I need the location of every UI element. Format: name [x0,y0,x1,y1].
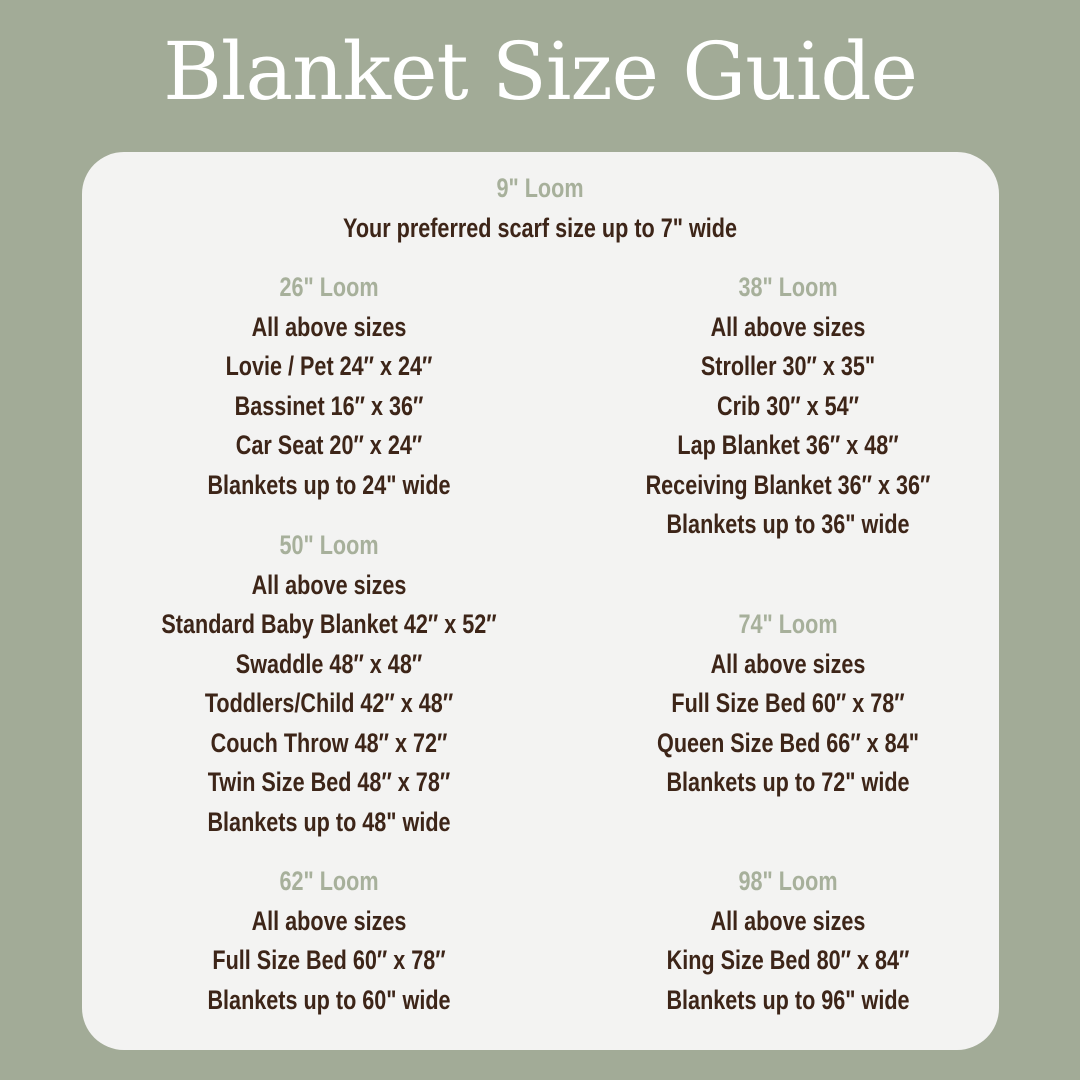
section-heading: 38" Loom [738,272,838,302]
section-heading: 26" Loom [279,272,379,302]
size-line: Full Size Bed 60″ x 78″ [671,688,905,718]
size-line: Receiving Blanket 36″ x 36″ [645,469,931,500]
size-line: All above sizes [710,648,866,679]
size-line: Your preferred scarf size up to 7" wide [343,212,737,243]
size-line: Standard Baby Blanket 42″ x 52″ [161,609,497,639]
size-line: Lap Blanket 36″ x 48″ [677,430,899,460]
size-line: Swaddle 48″ x 48″ [235,648,423,679]
section-98-loom [558,862,1018,1020]
size-line: Blankets up to 24" wide [207,469,451,500]
size-line: Bassinet 16″ x 36″ [234,390,424,421]
size-line: Blankets up to 36" wide [666,509,910,539]
section-heading: 50" Loom [279,530,379,560]
size-line: All above sizes [710,905,866,936]
size-line: All above sizes [251,905,407,936]
size-line: Lovie / Pet 24″ x 24″ [225,351,433,381]
size-line: All above sizes [251,569,407,600]
size-line: Twin Size Bed 48″ x 78″ [207,767,451,797]
section-9-loom [140,169,940,248]
size-line: Toddlers/Child 42″ x 48″ [204,688,454,718]
section-74-loom [558,605,1018,803]
section-50-loom [99,526,559,842]
size-line: All above sizes [710,311,866,342]
size-line: Couch Throw 48″ x 72″ [210,727,448,758]
section-26-loom [99,268,559,505]
size-line: Car Seat 20″ x 24″ [235,430,423,460]
size-line: Crib 30″ x 54″ [717,390,859,421]
size-line: Blankets up to 72" wide [666,767,910,797]
size-line: Stroller 30″ x 35" [700,351,876,381]
section-heading: 74" Loom [738,609,838,639]
size-line: King Size Bed 80″ x 84″ [666,945,910,975]
size-line: Blankets up to 48" wide [207,806,451,837]
size-line: Full Size Bed 60″ x 78″ [212,945,446,975]
section-62-loom [99,862,559,1020]
size-line: Blankets up to 60" wide [207,984,451,1015]
section-heading: 9" Loom [496,173,584,203]
size-line: Queen Size Bed 66″ x 84" [657,727,919,758]
section-heading: 62" Loom [279,866,379,896]
section-38-loom [558,268,1018,545]
section-heading: 98" Loom [738,866,838,896]
size-line: Blankets up to 96" wide [666,984,910,1015]
page-title: Blanket Size Guide [163,25,917,118]
size-line: All above sizes [251,311,407,342]
